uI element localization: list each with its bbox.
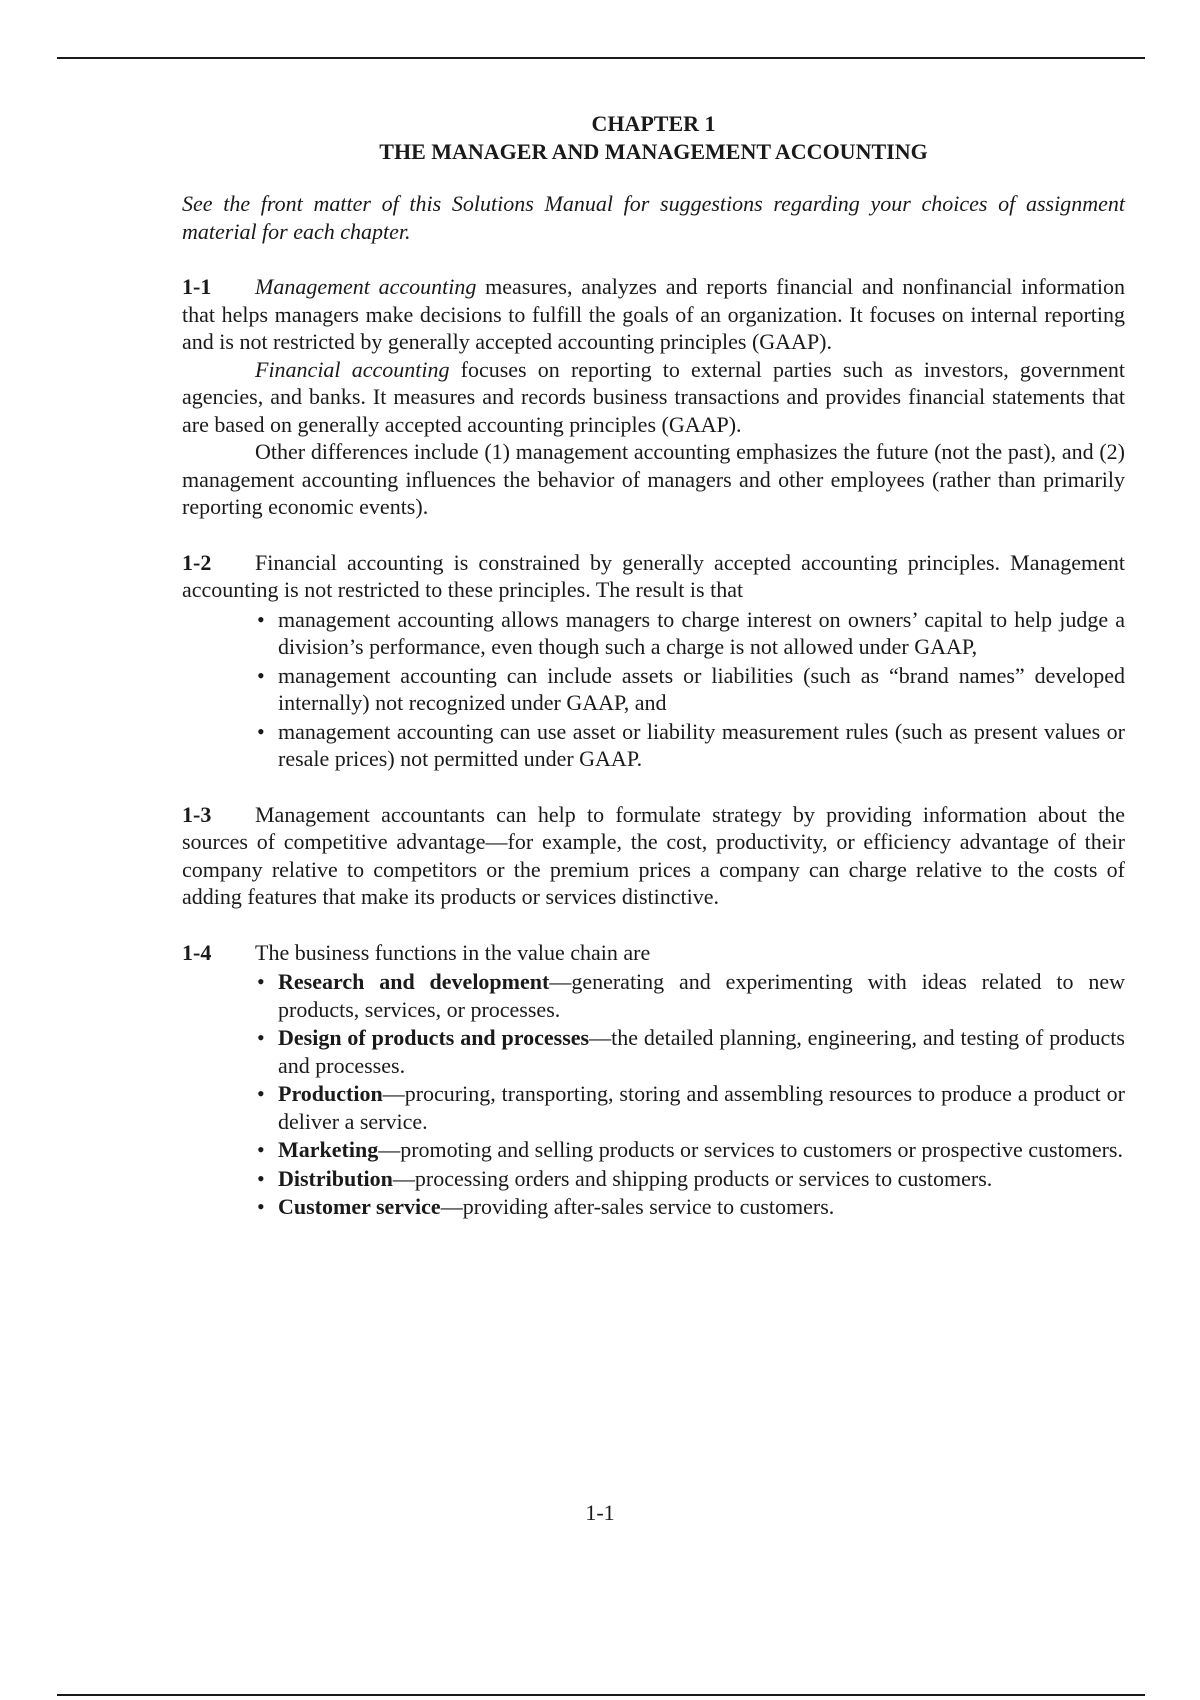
answer-number: 1-2 [182,549,212,575]
bullet-icon: • [257,606,265,632]
list-item [255,1024,1125,1079]
answer-paragraph [182,801,1125,911]
answer-1-1 [182,273,1125,521]
list-item [255,1136,1125,1164]
function-term: Production [278,1081,383,1106]
list-item-text: management accounting can include assets or liabilities (such as “brand names” developed internally) not recognized under GAAP, and [278,662,1125,715]
bullet-icon: • [257,1137,265,1162]
bullet-icon: • [257,1025,265,1050]
chapter-number: CHAPTER 1 [591,111,716,136]
answer-text: Management accountants can help to formulate strategy by providing information about the sources of competitive advantage—for example, the cost, productivity, or efficiency advantage of their company relative to competitors or the premium prices a company can charge relative to the costs of adding features that make its products or services distinctive. [182,801,1125,909]
answer-text: measures, analyzes and reports financial and nonfinancial information that helps managers make decisions to fulfill the goals of an organization. It focuses on internal reporting and is not restricted by generally accepted accounting principles (GAAP). [182,274,1125,354]
list-item [255,606,1125,661]
term-financial-accounting: Financial accounting [255,356,450,382]
bullet-icon: • [257,969,265,994]
answer-1-4 [182,939,1125,1221]
list-item [255,968,1125,1023]
list-item-text: management accounting allows managers to charge interest on owners’ capital to help judge a division’s performance, even though such a charge is not allowed under GAAP, [278,606,1125,659]
bullet-icon: • [257,662,265,688]
bullet-list [182,606,1125,773]
function-term: Customer service [278,1194,441,1219]
function-desc: —promoting and selling products or services to customers or prospective customers. [378,1137,1123,1162]
bullet-icon: • [257,718,265,744]
answer-paragraph: Other differences include (1) management accounting emphasizes the future (not the past), and (2) management accounting influences the behavior of managers and other employees (rather than primarily reporting economic events). [182,439,1125,519]
list-item [255,1165,1125,1193]
bullet-icon: • [257,1081,265,1106]
chapter-title: THE MANAGER AND MANAGEMENT ACCOUNTING [379,139,928,164]
function-desc: —providing after-sales service to customers. [440,1194,835,1219]
bullet-icon: • [257,1194,265,1219]
function-term: Design of products and processes [278,1025,590,1050]
function-term: Research and development [278,969,550,994]
answer-number: 1-3 [182,801,212,827]
value-chain-list [182,968,1125,1221]
function-desc: —procuring, transporting, storing and assembling resources to produce a product or deliver a service. [278,1081,1125,1134]
intro-note: See the front matter of this Solutions Manual for suggestions regarding your choices of assignment material for each chapter. [182,191,1125,244]
bottom-rule [57,1694,1145,1696]
list-item [255,1080,1125,1135]
answer-paragraph [182,549,1125,604]
term-management-accounting: Management accounting [255,274,477,299]
function-desc: —processing orders and shipping products or services to customers. [392,1165,993,1191]
answer-paragraph [182,356,1125,439]
list-item [255,718,1125,773]
chapter-heading [182,110,1125,166]
list-item [255,1193,1125,1221]
page-content [182,110,1125,1249]
function-term: Marketing [278,1137,379,1162]
top-rule [57,57,1145,59]
answer-number: 1-1 [182,274,212,299]
answer-number: 1-4 [182,939,212,965]
page-number: 1-1 [585,1500,615,1525]
answer-paragraph [182,939,1125,967]
function-term: Distribution [278,1165,393,1191]
answer-text: Financial accounting is constrained by generally accepted accounting principles. Management accounting is not restricted to these principles. The result is that [182,549,1125,602]
function-desc: —generating and experimenting with ideas related to new products, services, or processes. [278,969,1125,1022]
answer-paragraph [182,273,1125,356]
list-item-text: management accounting can use asset or liability measurement rules (such as present values or resale prices) not permitted under GAAP. [278,718,1125,771]
answer-1-2 [182,549,1125,773]
function-desc: —the detailed planning, engineering, and testing of products and processes. [278,1025,1125,1078]
bullet-icon: • [257,1165,265,1191]
answer-text: focuses on reporting to external parties such as investors, government agencies, and banks. It measures and records business transactions and provides financial statements that are based on generally accepted accounting principles (GAAP). [182,356,1126,437]
list-item [255,662,1125,717]
answer-1-3 [182,801,1125,911]
answer-text: The business functions in the value chain are [255,939,651,965]
